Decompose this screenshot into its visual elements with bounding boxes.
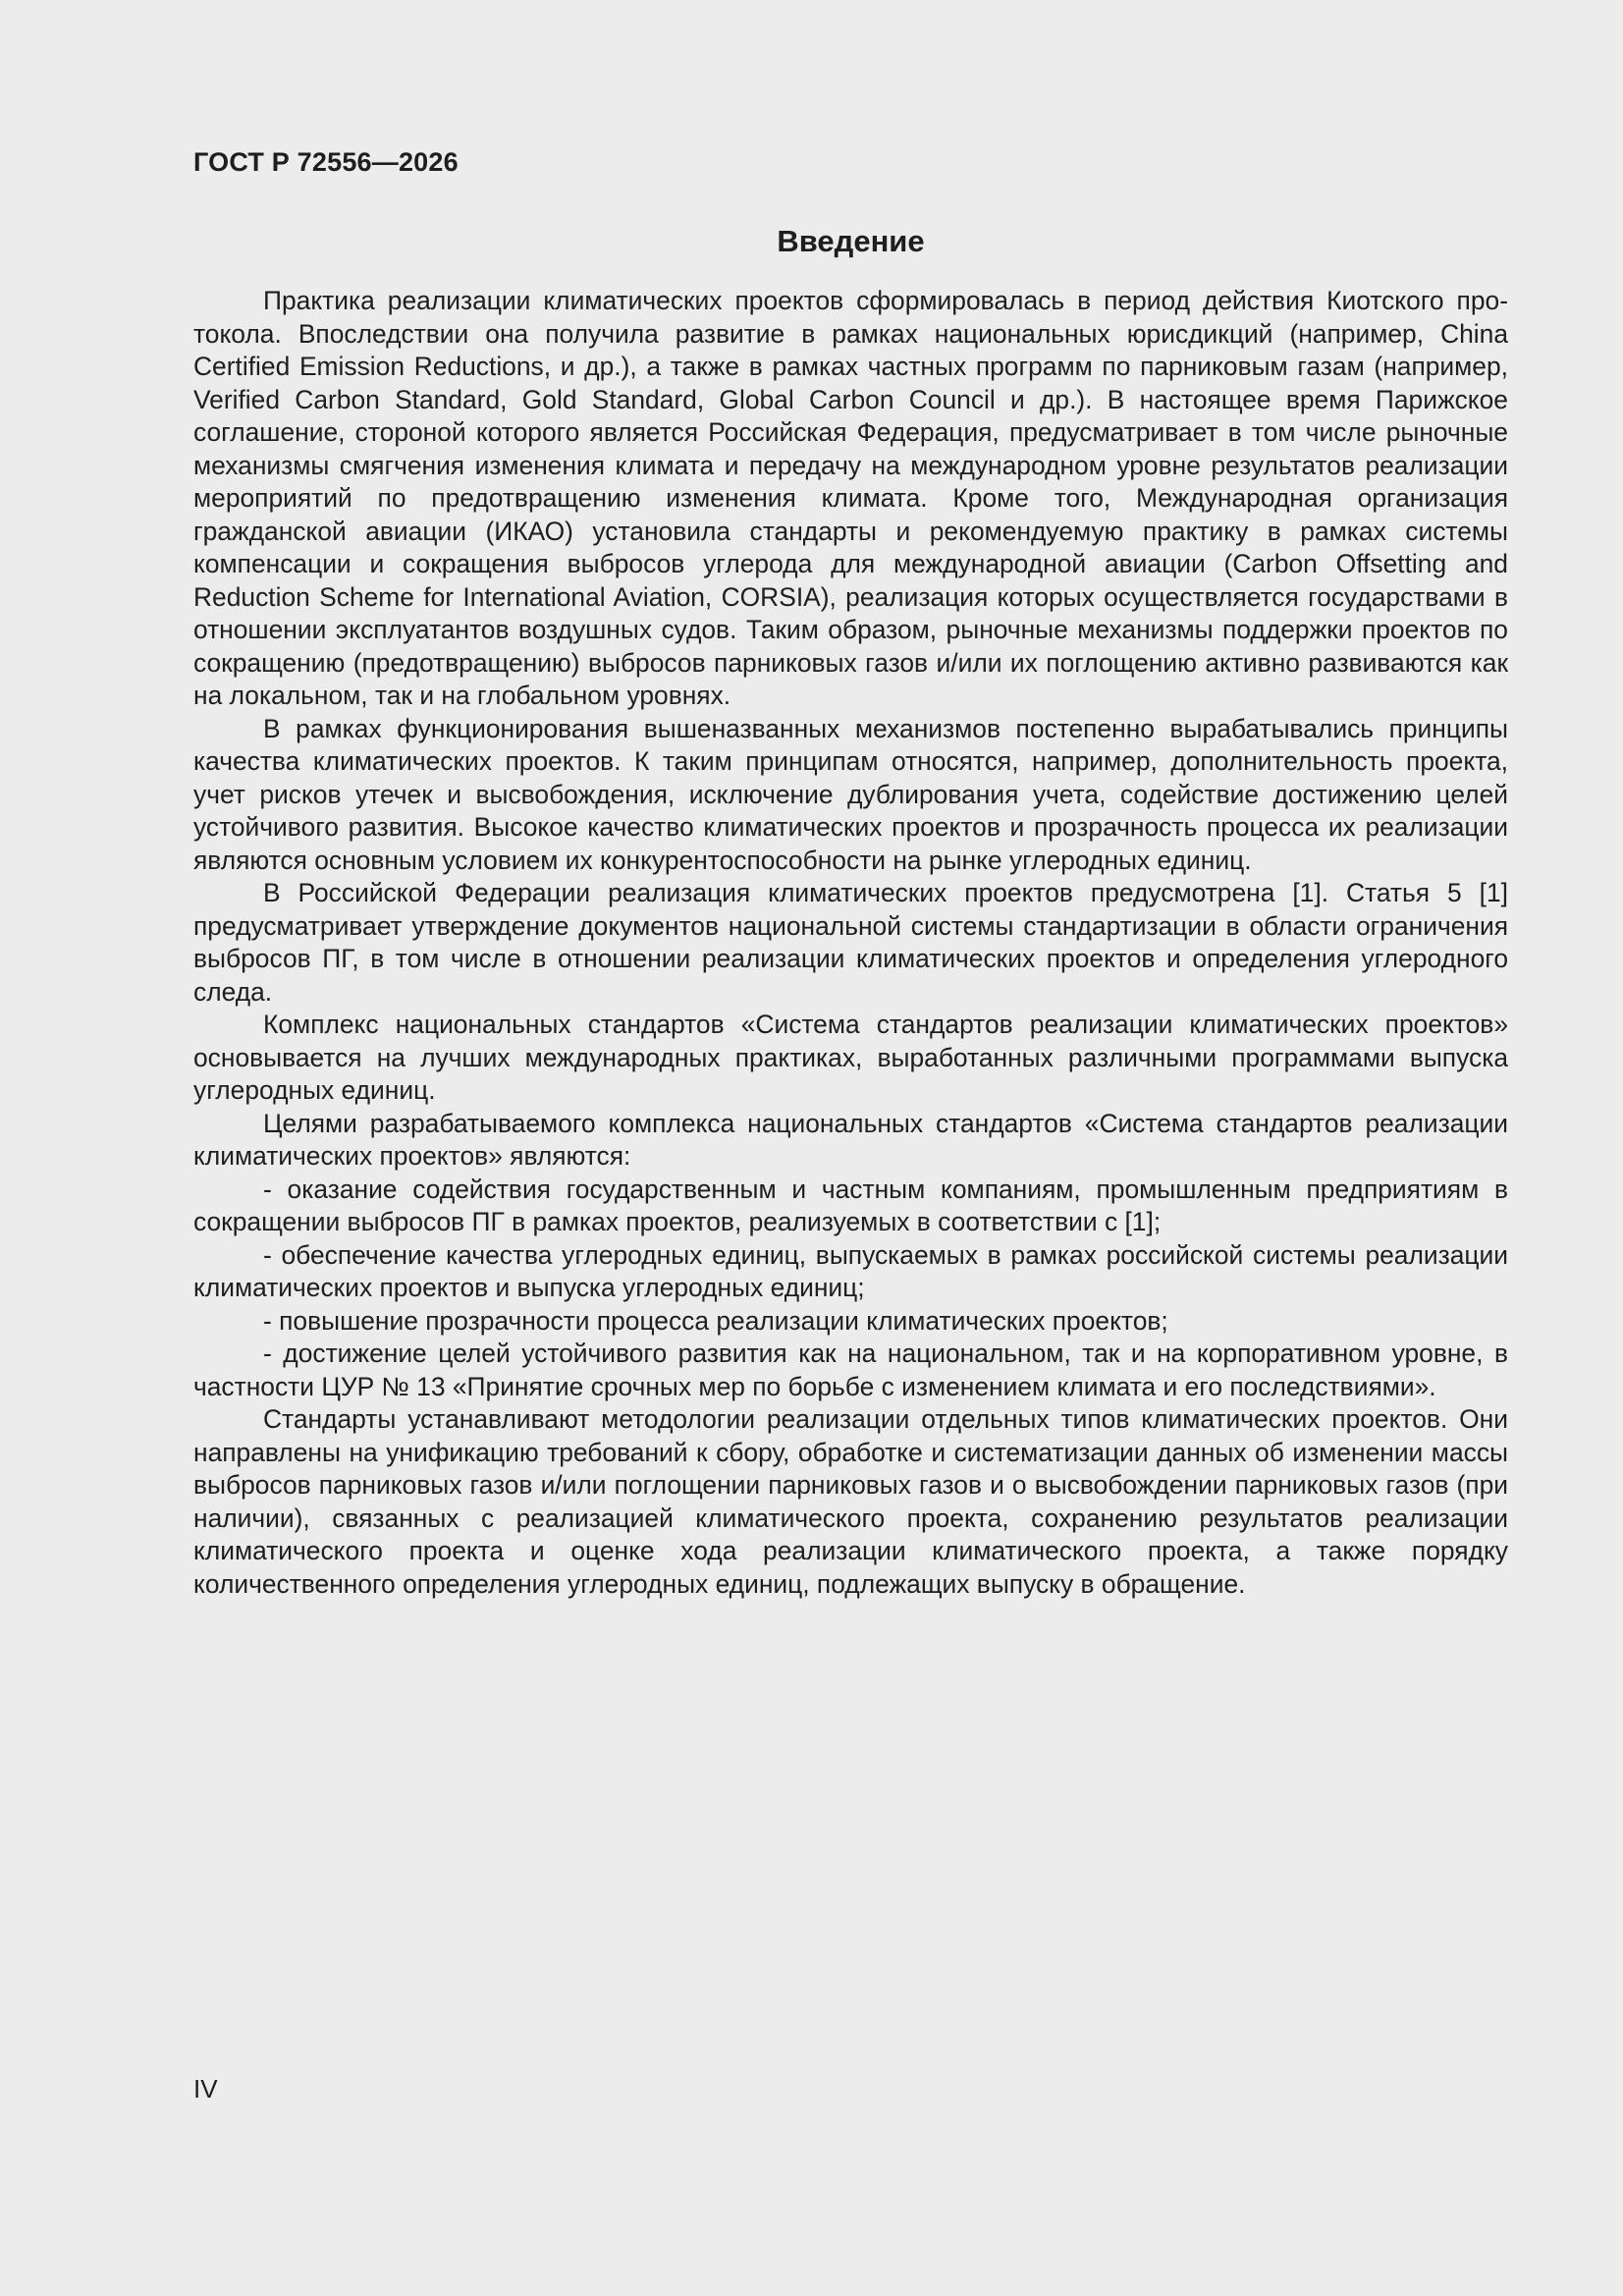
list-item: - оказание содействия государственным и частным компаниям, промышленным предприятиям в сокращении выбросов ПГ в рамках проектов, реализуемых в соответствии с [1]; xyxy=(193,1174,1508,1236)
paragraph: В Российской Федерации реализация климатических проектов предусмотрена [1]. Статья 5 [1] предусматривает утверждение документов национальной системы стандартизации в области ограничения выбросов ПГ, в том числе в отношении реализации климатических проектов и определения углеродного следа. xyxy=(193,878,1508,1007)
body-text xyxy=(193,285,1508,1601)
paragraph: В рамках функционирования вышеназванных механизмов постепенно вырабатывались принципы качества климатических проектов. К таким принципам относятся, например, дополнительность проекта, учет рисков утечек и высвобождения, исключение дублирования учета, содействие достижению целей устойчивого развития. Высокое качество климатических проектов и прозрачность процесса их реализации являются основным условием их конкурентоспособности на рынке углеродных единиц. xyxy=(193,713,1508,875)
paragraph: Комплекс национальных стандартов «Система стандартов реализации климатических проектов» основывается на лучших международных практиках, выработанных различными программами выпуска углеродных единиц. xyxy=(193,1010,1508,1105)
list-item: - достижение целей устойчивого развития как на национальном, так и на корпоративном уровне, в частности ЦУР № 13 «Принятие срочных мер по борьбе с изменением климата и его последствиями». xyxy=(193,1339,1508,1401)
paragraph: Практика реализации климатических проектов сформировалась в период действия Киотского протокола. Впоследствии она получила развитие в рамках национальных юрисдикций (например, China Certified Emission Reductions, и др.), а также в рамках частных программ по парниковым газам (например, Verified Carbon Standard, Gold Standard, Global Carbon Council и др.). В настоящее время Парижское соглашение, стороной которого является Российская Федерация, предусматривает в том числе рыночные механизмы смягчения изменения климата и передачу на международном уровне результатов реализации мероприятий по предотвращению изменения климата. Кроме того, Международная организация гражданской авиации (ИКАО) установила стандарты и рекомендуемую практику в рамках системы компенсации и сокращения выбросов углерода для международной авиации (Carbon Offsetting and Reduction Scheme for International Aviation, CORSIA), реализация которых осуществляется государствами в отношении эксплуатантов воздушных судов. Таким образом, рыночные механизмы поддержки проектов по сокращению (предотвращению) выбросов парниковых газов и/или их поглощению активно развиваются как на локальном, так и на глобальном уровнях. xyxy=(193,286,1508,710)
document-code: ГОСТ Р 72556—2026 xyxy=(193,147,459,177)
list-item: - обеспечение качества углеродных единиц, выпускаемых в рамках российской системы реализации климатических проектов и выпуска углеродных единиц; xyxy=(193,1239,1508,1302)
list-item: - повышение прозрачности процесса реализации климатических проектов; xyxy=(263,1305,1168,1336)
page-number: IV xyxy=(193,2074,218,2104)
paragraph: Стандарты устанавливают методологии реализации отдельных типов климатических проектов. Они направлены на унификацию требований к сбору, обработке и систематизации данных об изменении массы выбросов парниковых газов и/или поглощении парниковых газов и о высвобождении парниковых газов (при наличии), связанных с реализацией климатического проекта, сохранению результатов реализации климатического проекта и оценке хода реализации климатического проекта, а также порядку количественного определения углеродных единиц, подлежащих выпуску в обращение. xyxy=(193,1404,1508,1599)
paragraph: Целями разрабатываемого комплекса национальных стандартов «Система стандартов реализации климатических проектов» являются: xyxy=(193,1108,1508,1171)
section-title: Введение xyxy=(777,224,925,258)
